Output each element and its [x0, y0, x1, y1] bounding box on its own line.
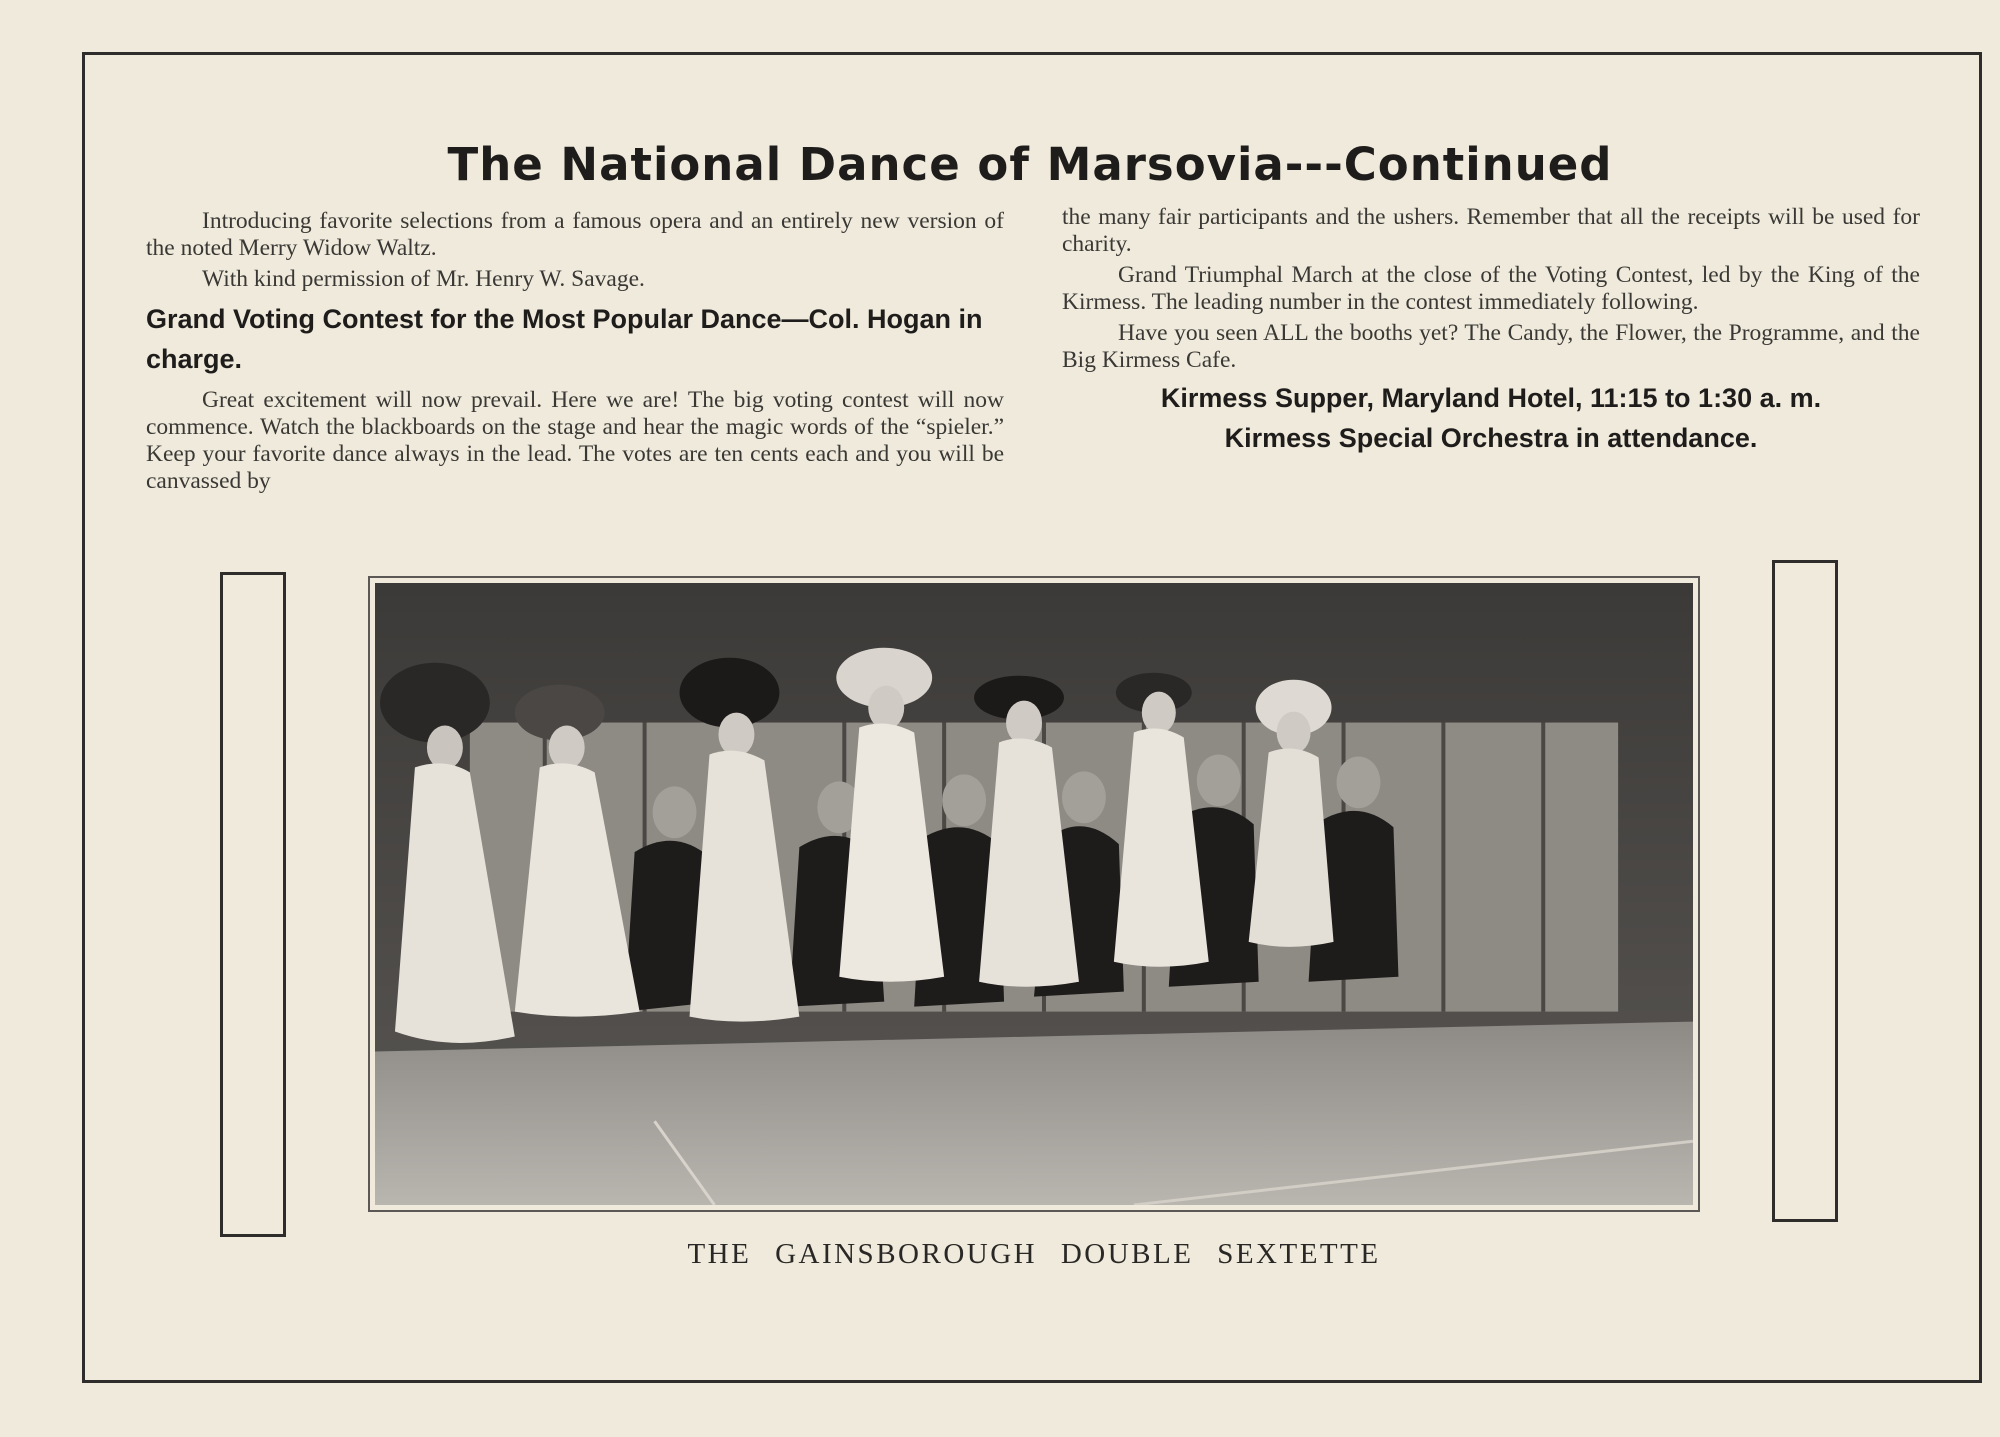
voting-paragraph: Great excitement will now prevail. Here we are! The big voting contest will now commence. Watch the blackboards on the stage and hear the magic words of the “spieler.” Keep your favorite dance always in the lead. The votes are ten cents each and you will be canvassed by	[146, 387, 1004, 494]
triumphal-march-paragraph: Grand Triumphal March at the close of the Voting Contest, led by the King of the Kirmess. The leading number in the contest immediately following.	[1062, 262, 1920, 315]
right-column	[1062, 204, 1920, 458]
orchestra-line: Kirmess Special Orchestra in attendance.	[1224, 423, 1758, 453]
booths-paragraph: Have you seen ALL the booths yet? The Candy, the Flower, the Programme, and the Big Kirmess Cafe.	[1062, 320, 1920, 373]
left-side-box	[220, 572, 286, 1237]
intro-paragraph: Introducing favorite selections from a famous opera and an entirely new version of the noted Merry Widow Waltz.	[146, 208, 1004, 261]
photo-caption: THE GAINSBOROUGH DOUBLE SEXTETTE	[687, 1238, 1381, 1270]
voting-contest-heading: Grand Voting Contest for the Most Popular Dance—Col. Hogan in charge.	[146, 304, 983, 374]
right-side-box	[1772, 560, 1838, 1222]
left-column	[146, 208, 1004, 499]
permission-paragraph: With kind permission of Mr. Henry W. Savage.	[202, 266, 645, 292]
supper-line: Kirmess Supper, Maryland Hotel, 11:15 to 1:30 a. m.	[1160, 383, 1822, 413]
charity-paragraph: the many fair participants and the ushers. Remember that all the receipts will be used for charity.	[1062, 204, 1920, 257]
page-title: The National Dance of Marsovia---Continued	[447, 138, 1613, 191]
dancers-photo	[375, 583, 1693, 1205]
photo-frame	[368, 576, 1700, 1212]
